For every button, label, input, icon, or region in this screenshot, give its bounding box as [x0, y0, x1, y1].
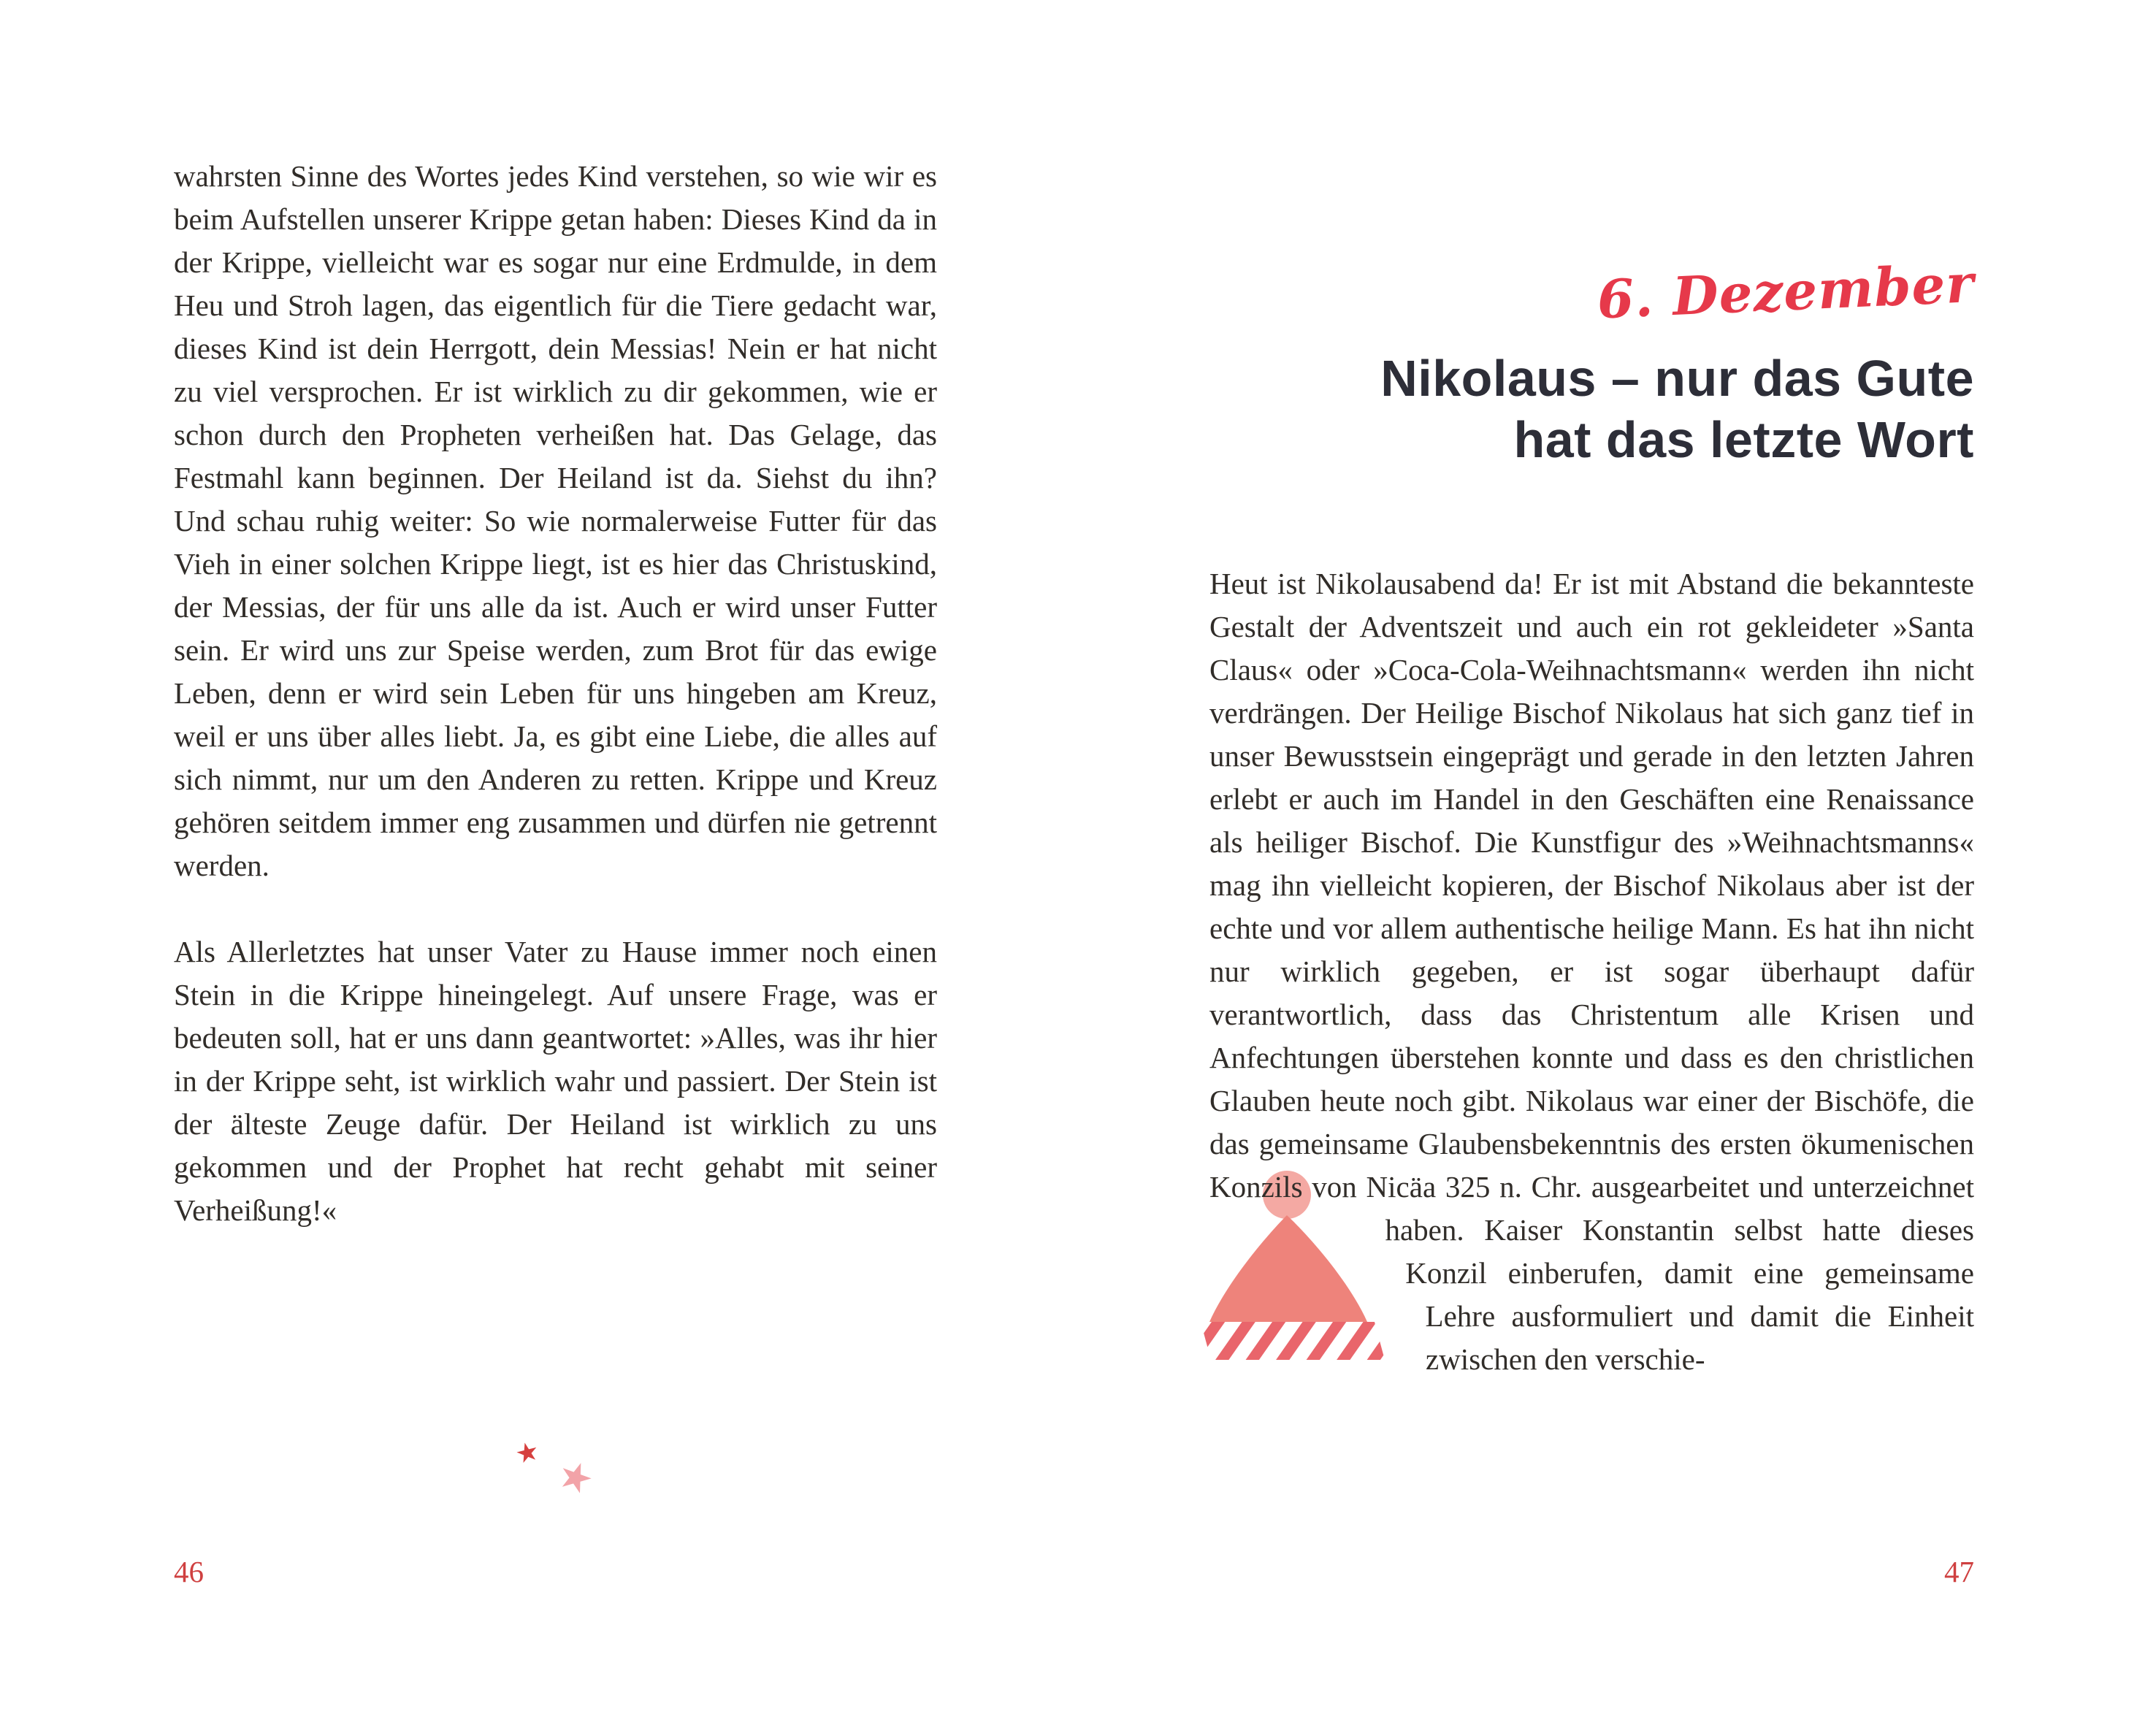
chapter-title — [1022, 348, 1974, 470]
paragraph — [1209, 562, 1974, 1381]
paragraph: Als Allerletztes hat unser Vater zu Hause immer noch einen Stein in die Krippe hineingelegt. Auf unsere Frage, was er bedeuten soll, hat er uns dann geantwortet: »Alles, was ihr hier in der Krippe seht, ist wirklich wahr und passiert. Der Stein ist der älteste Zeuge dafür. Der Heiland ist wirklich zu uns gekommen und der Prophet hat recht gehabt mit seiner Verheißung!« — [174, 935, 937, 1227]
hat-brim — [1201, 1322, 1385, 1360]
right-page-text — [1209, 562, 1974, 1381]
paragraph: wahrsten Sinne des Wortes jedes Kind verstehen, so wie wir es beim Aufstellen unserer Krippe getan haben: Dieses Kind da in der Krippe, vielleicht war es sogar nur eine Erdmulde, in dem Heu und Stroh lagen, das eigentlich für die Tiere gedacht war, dieses Kind ist dein Herrgott, dein Messias! Nein er hat nicht zu viel versprochen. Er ist wirklich zu dir gekommen, wie er schon durch den Propheten verheißen hat. Das Gelage, das Festmahl kann beginnen. Der Heiland ist da. Siehst du ihn? Und schau ruhig weiter: So wie normalerweise Futter für das Vieh in einer solchen Krippe liegt, ist es hier das Christuskind, der Messias, der für uns alle da ist. Auch er wird unser Futter sein. Er wird uns zur Speise werden, zum Brot für das ewige Leben, denn er wird sein Leben für uns hingeben am Kreuz, weil er uns über alles liebt. Ja, es gibt eine Liebe, die alles auf sich nimmt, nur um den Anderen zu retten. Krippe und Kreuz gehören seitdem immer eng zusammen und dürfen nie getrennt werden. — [174, 159, 937, 882]
body-text-part1: Heut ist Nikolausabend da! Er ist mit Abstand die bekannteste Gestalt der Adventszeit und auch ein rot gekleideter »Santa Claus« oder »Coca-Cola-Weihnachtsmann« werden ihn nicht verdrängen. Der Heilige Bischof Nikolaus hat sich ganz tief in unser Bewusstsein eingeprägt und gerade in den letzten Jahren erlebt er auch im Handel in den Geschäften eine Renaissance als heiliger Bischof. Die Kunstfigur des »Weihnachtsmanns« mag ihn vielleicht kopieren, der Bischof Nikolaus aber ist der echte und vor allem authentische heilige Mann. Es hat ihn nicht nur wirklich gegeben, er ist sogar überhaupt dafür verantwortlich, dass das Christentum alle Krisen und Anfechtungen überstehen konnte und dass es den christlichen Glauben heute noch gibt. Nikolaus war einer der Bischöfe, die das gemeinsame Glaubensbekenntnis des ersten ökumenischen Konzils von Nicäa 325 n. Chr. ausgearbeitet — [1209, 567, 1974, 1204]
date-heading: 6. Dezember — [1596, 252, 1976, 331]
chapter-title-line2: hat das letzte Wort — [1513, 411, 1974, 468]
chapter-title-line1: Nikolaus – nur das Gute — [1380, 350, 1974, 407]
star-icon-large: ★ — [551, 1449, 600, 1505]
hat-cone — [1209, 1215, 1367, 1322]
star-icon-small: ★ — [512, 1435, 543, 1471]
left-page-text — [174, 155, 937, 1232]
page-number-left: 46 — [174, 1555, 204, 1588]
body-text-part2: und unterzeichnet haben. Kaiser Konstantin selbst hatte dieses Konzil einberufen, damit eine gemeinsame Lehre ausformuliert und damit die Einheit zwischen den verschie- — [1385, 1170, 1974, 1376]
page-number-right: 47 — [1944, 1555, 1974, 1588]
